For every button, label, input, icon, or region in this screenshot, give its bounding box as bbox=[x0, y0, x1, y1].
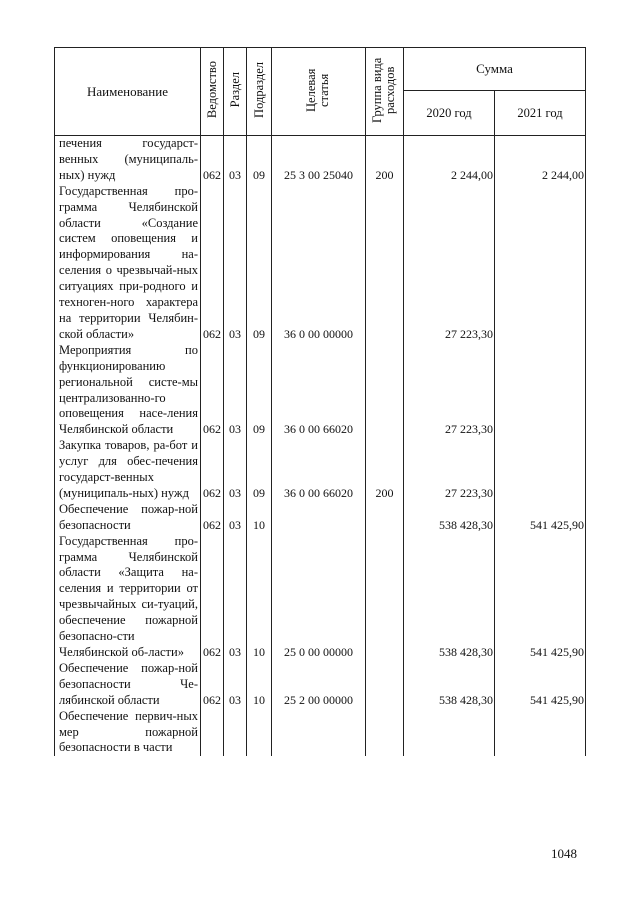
row-subsection: 10 bbox=[247, 661, 272, 709]
row-section: 03 bbox=[224, 534, 247, 661]
row-dept: 062 bbox=[201, 438, 224, 502]
row-subsection: 09 bbox=[247, 184, 272, 343]
table-row bbox=[55, 136, 586, 184]
table-row bbox=[55, 502, 586, 534]
header-subsection-label: Подраздел bbox=[251, 61, 266, 118]
row-subsection: 10 bbox=[247, 534, 272, 661]
row-name: Обеспечение пожар-ной безопасности Че-лябинской области bbox=[55, 661, 201, 709]
row-sum-2020: 27 223,30 bbox=[404, 438, 495, 502]
header-subsection bbox=[247, 48, 272, 136]
header-year-2020 bbox=[404, 91, 495, 136]
row-sum-2020: 27 223,30 bbox=[404, 343, 495, 438]
row-subsection: 09 bbox=[247, 136, 272, 184]
row-target-item: 25 3 00 25040 bbox=[272, 136, 366, 184]
header-section bbox=[224, 48, 247, 136]
row-name: Закупка товаров, ра-бот и услуг для обес-печения государст-венных (муниципаль-ных) нужд bbox=[55, 438, 201, 502]
row-name: Государственная про-грамма Челябинской области «Создание систем оповещения и информирования на-селения о чрезвычай-ных ситуациях при-родного и техноген-ного характера на территории Челябин-ской области» bbox=[55, 184, 201, 343]
row-section bbox=[224, 709, 247, 757]
page-number: 1048 bbox=[551, 846, 577, 861]
row-target-item: 25 2 00 00000 bbox=[272, 661, 366, 709]
row-subsection: 09 bbox=[247, 343, 272, 438]
header-year-2021-label: 2021 год bbox=[517, 105, 563, 120]
row-sum-2021: 541 425,90 bbox=[495, 661, 586, 709]
row-expense-group bbox=[366, 502, 404, 534]
row-dept: 062 bbox=[201, 661, 224, 709]
row-expense-group bbox=[366, 184, 404, 343]
header-sum-label: Сумма bbox=[476, 61, 513, 76]
row-dept: 062 bbox=[201, 502, 224, 534]
row-sum-2020 bbox=[404, 709, 495, 757]
row-section: 03 bbox=[224, 502, 247, 534]
row-sum-2020: 538 428,30 bbox=[404, 661, 495, 709]
budget-table bbox=[54, 47, 586, 756]
row-name: Обеспечение первич-ных мер пожарной безопасности в части bbox=[55, 709, 201, 757]
row-subsection: 09 bbox=[247, 438, 272, 502]
row-expense-group bbox=[366, 343, 404, 438]
row-dept: 062 bbox=[201, 343, 224, 438]
row-target-item: 36 0 00 66020 bbox=[272, 343, 366, 438]
row-section: 03 bbox=[224, 343, 247, 438]
row-sum-2021 bbox=[495, 709, 586, 757]
row-expense-group bbox=[366, 661, 404, 709]
row-sum-2020: 2 244,00 bbox=[404, 136, 495, 184]
header-name-label: Наименование bbox=[87, 83, 168, 99]
table-row bbox=[55, 661, 586, 709]
row-target-item: 36 0 00 66020 bbox=[272, 438, 366, 502]
row-name: Обеспечение пожар-ной безопасности bbox=[55, 502, 201, 534]
row-dept: 062 bbox=[201, 136, 224, 184]
header-year-2021 bbox=[495, 91, 586, 136]
row-name: печения государст-венных (муниципаль-ных) нужд bbox=[55, 136, 201, 184]
row-section: 03 bbox=[224, 438, 247, 502]
header-name bbox=[55, 48, 201, 136]
row-section: 03 bbox=[224, 184, 247, 343]
row-target-item bbox=[272, 502, 366, 534]
row-sum-2021: 541 425,90 bbox=[495, 534, 586, 661]
row-subsection: 10 bbox=[247, 502, 272, 534]
row-section: 03 bbox=[224, 136, 247, 184]
header-dept bbox=[201, 48, 224, 136]
header-dept-label: Ведомство bbox=[204, 60, 219, 119]
row-sum-2020: 27 223,30 bbox=[404, 184, 495, 343]
row-expense-group: 200 bbox=[366, 136, 404, 184]
row-expense-group bbox=[366, 709, 404, 757]
row-dept: 062 bbox=[201, 534, 224, 661]
row-sum-2020: 538 428,30 bbox=[404, 502, 495, 534]
row-target-item: 36 0 00 00000 bbox=[272, 184, 366, 343]
table-header bbox=[55, 48, 586, 136]
header-target-item bbox=[272, 48, 366, 136]
row-sum-2021 bbox=[495, 343, 586, 438]
table-row bbox=[55, 709, 586, 757]
row-name: Государственная про-грамма Челябинской области «Защита на-селения и территории от чрезвычайных си-туаций, обеспечение пожарной безопасно-сти Челябинской об-ласти» bbox=[55, 534, 201, 661]
row-sum-2021 bbox=[495, 438, 586, 502]
row-sum-2020: 538 428,30 bbox=[404, 534, 495, 661]
row-dept: 062 bbox=[201, 184, 224, 343]
row-target-item: 25 0 00 00000 bbox=[272, 534, 366, 661]
table-row bbox=[55, 534, 586, 661]
table-row bbox=[55, 343, 586, 438]
table-row bbox=[55, 438, 586, 502]
table-row bbox=[55, 184, 586, 343]
header-expense-group bbox=[366, 48, 404, 136]
row-section: 03 bbox=[224, 661, 247, 709]
header-section-label: Раздел bbox=[227, 71, 242, 108]
row-expense-group: 200 bbox=[366, 438, 404, 502]
row-dept bbox=[201, 709, 224, 757]
header-year-2020-label: 2020 год bbox=[426, 105, 472, 120]
row-sum-2021 bbox=[495, 184, 586, 343]
row-subsection bbox=[247, 709, 272, 757]
row-name: Мероприятия по функционированию региональной систе-мы централизованно-го оповещения насе-ления Челябинской области bbox=[55, 343, 201, 438]
header-target-item-label: Целевая статья bbox=[303, 67, 331, 112]
row-sum-2021: 2 244,00 bbox=[495, 136, 586, 184]
row-expense-group bbox=[366, 534, 404, 661]
header-expense-group-label: Группа вида расходов bbox=[369, 56, 397, 123]
row-sum-2021: 541 425,90 bbox=[495, 502, 586, 534]
header-sum bbox=[404, 48, 586, 91]
table-body bbox=[55, 136, 586, 757]
row-target-item bbox=[272, 709, 366, 757]
